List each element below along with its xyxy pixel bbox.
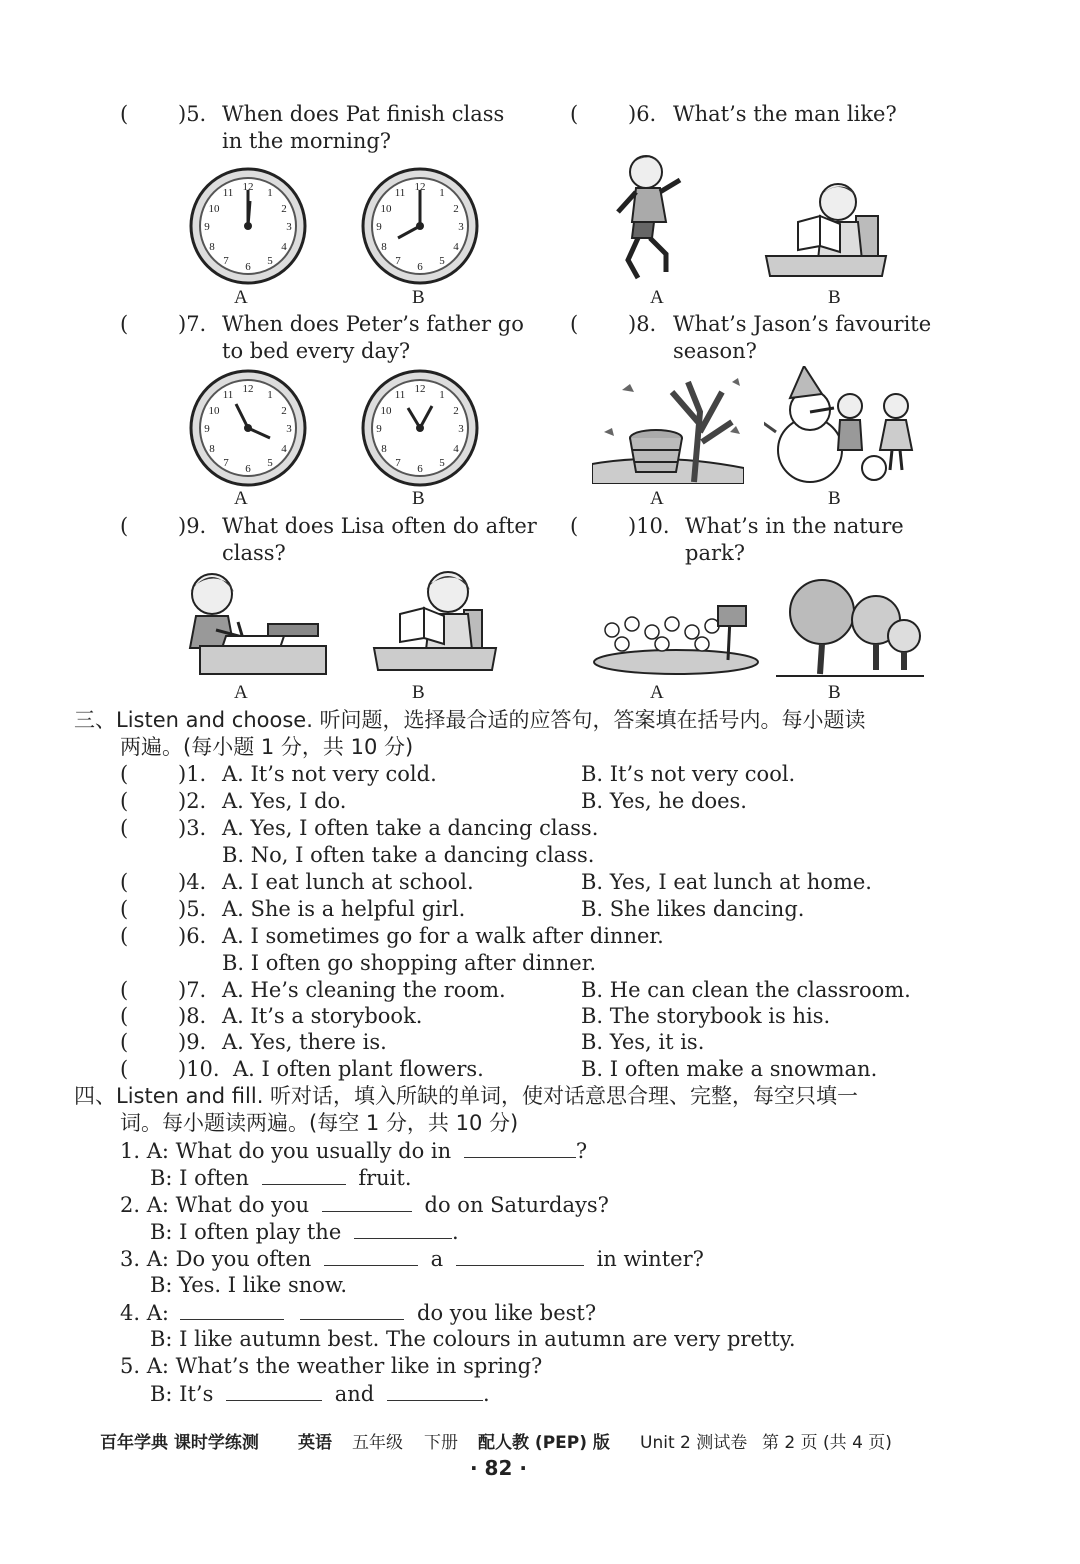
item-paren: ( <box>120 1004 129 1028</box>
svg-text:2: 2 <box>453 405 459 417</box>
item-number: )1. <box>178 762 207 786</box>
svg-text:10: 10 <box>380 203 392 215</box>
blank-input[interactable] <box>464 1137 576 1158</box>
q5-text: When does Pat finish class <box>222 102 505 126</box>
item-paren: ( <box>120 897 129 921</box>
option-a: A. It’s not very cold. <box>222 762 437 786</box>
line-end: fruit. <box>358 1166 412 1190</box>
option-b: B. No, I often take a dancing class. <box>222 843 595 867</box>
svg-text:1: 1 <box>439 389 445 401</box>
q9-text: What does Lisa often do after <box>222 514 537 538</box>
option-a: A. I sometimes go for a walk after dinner. <box>222 924 664 948</box>
q10-text-2: park? <box>685 541 745 565</box>
svg-text:9: 9 <box>376 423 382 435</box>
line-end: . <box>482 1382 490 1406</box>
line-end: do you like best? <box>417 1301 597 1325</box>
section4-heading: 四、Listen and fill. 听对话，填入所缺的单词，使对话意思合理、完整，每空只填一 <box>74 1084 859 1108</box>
item-number: )9. <box>178 1030 207 1054</box>
svg-text:5: 5 <box>439 457 445 469</box>
item-paren: ( <box>120 924 129 948</box>
svg-text:7: 7 <box>223 457 229 469</box>
q6-text: What’s the man like? <box>673 102 897 126</box>
svg-text:5: 5 <box>267 255 273 267</box>
option-b: B. I often make a snowman. <box>581 1057 878 1081</box>
option-a: A. It’s a storybook. <box>222 1004 423 1028</box>
line-end: ? <box>575 1139 588 1163</box>
snowman-picture <box>764 366 924 484</box>
item-paren: ( <box>120 1057 129 1081</box>
svg-text:12: 12 <box>414 181 426 193</box>
svg-text:10: 10 <box>380 405 392 417</box>
clock-icon-q5a <box>186 166 310 286</box>
q7-paren: ( <box>120 312 129 336</box>
item-paren: ( <box>120 789 129 813</box>
dialogue-line: B: I like autumn best. The colours in autumn are very pretty. <box>150 1327 796 1351</box>
svg-text:8: 8 <box>381 241 387 253</box>
item-number: )3. <box>178 816 207 840</box>
option-b: B. Yes, I eat lunch at home. <box>581 870 872 894</box>
svg-text:12: 12 <box>242 181 254 193</box>
blank-input[interactable] <box>180 1299 284 1320</box>
line-end: do on Saturdays? <box>424 1193 609 1217</box>
option-label-b: B <box>412 682 425 703</box>
svg-text:8: 8 <box>209 241 215 253</box>
dialogue-line <box>120 1191 609 1219</box>
q7-number: )7. <box>178 312 207 336</box>
q5-number: )5. <box>178 102 207 126</box>
dialogue-line <box>120 1137 587 1165</box>
svg-text:1: 1 <box>439 187 445 199</box>
footer-subject: 英语 <box>298 1433 332 1453</box>
q5-paren: ( <box>120 102 129 126</box>
svg-text:10: 10 <box>208 203 220 215</box>
dialogue-line <box>150 1164 412 1192</box>
svg-text:8: 8 <box>209 443 215 455</box>
q10-number: )10. <box>628 514 670 538</box>
q9-text-2: class? <box>222 541 286 565</box>
footer-brand: 百年学典 课时学练测 <box>100 1433 259 1453</box>
footer-grade: 五年级 <box>352 1433 403 1453</box>
option-label-a: A <box>234 682 248 703</box>
dialogue-line <box>120 1299 596 1327</box>
q8-text-2: season? <box>673 339 757 363</box>
svg-text:3: 3 <box>286 221 292 233</box>
svg-text:4: 4 <box>453 443 459 455</box>
blank-input[interactable] <box>322 1191 412 1212</box>
autumn-tree-picture <box>592 372 744 484</box>
svg-text:11: 11 <box>222 389 234 401</box>
svg-text:9: 9 <box>376 221 382 233</box>
footer-edition: 配人教 (PEP) 版 <box>478 1433 610 1453</box>
svg-text:11: 11 <box>394 187 406 199</box>
q7-text: When does Peter’s father go <box>222 312 524 336</box>
girl-homework-picture <box>176 566 328 678</box>
svg-text:4: 4 <box>281 241 287 253</box>
item-number: )2. <box>178 789 207 813</box>
q8-paren: ( <box>570 312 579 336</box>
line-text: B: It’s <box>150 1382 214 1406</box>
item-number: )7. <box>178 978 207 1002</box>
q5-text-2: in the morning? <box>222 129 392 153</box>
line-text: 1. A: What do you usually do in <box>120 1139 452 1163</box>
blank-input[interactable] <box>387 1380 483 1401</box>
option-a: A. I often plant flowers. <box>233 1057 484 1081</box>
section3-heading: 三、Listen and choose. 听问题，选择最合适的应答句，答案填在括号内。每小题读 <box>74 708 866 732</box>
svg-text:6: 6 <box>417 463 423 475</box>
item-paren: ( <box>120 762 129 786</box>
blank-input[interactable] <box>300 1299 404 1320</box>
svg-text:5: 5 <box>439 255 445 267</box>
option-label-b: B <box>828 682 841 703</box>
svg-text:8: 8 <box>381 443 387 455</box>
svg-text:1: 1 <box>267 187 273 199</box>
svg-text:5: 5 <box>267 457 273 469</box>
line-mid: a <box>430 1247 444 1271</box>
option-b: B. It’s not very cool. <box>581 762 796 786</box>
option-label-b: B <box>412 287 425 308</box>
option-label-a: A <box>650 682 664 703</box>
blank-input[interactable] <box>324 1245 418 1266</box>
option-label-a: A <box>650 287 664 308</box>
svg-text:11: 11 <box>222 187 234 199</box>
running-boy-picture <box>608 150 698 285</box>
section4-heading-2: 词。每小题读两遍。(每空 1 分，共 10 分) <box>120 1111 519 1135</box>
q9-paren: ( <box>120 514 129 538</box>
option-label-b: B <box>828 488 841 509</box>
line-end: . <box>451 1220 459 1244</box>
option-a: A. I eat lunch at school. <box>222 870 474 894</box>
svg-text:4: 4 <box>281 443 287 455</box>
svg-text:2: 2 <box>281 405 287 417</box>
line-mid: and <box>334 1382 375 1406</box>
svg-text:9: 9 <box>204 423 210 435</box>
girl-reading-picture <box>370 566 500 678</box>
svg-text:11: 11 <box>394 389 406 401</box>
dialogue-line <box>150 1380 490 1408</box>
svg-text:4: 4 <box>453 241 459 253</box>
svg-text:1: 1 <box>267 389 273 401</box>
q7-text-2: to bed every day? <box>222 339 411 363</box>
option-b: B. Yes, it is. <box>581 1030 705 1054</box>
dialogue-line <box>150 1218 459 1246</box>
svg-text:2: 2 <box>453 203 459 215</box>
option-a: A. He’s cleaning the room. <box>222 978 506 1002</box>
option-b: B. She likes dancing. <box>581 897 805 921</box>
dialogue-line: 5. A: What’s the weather like in spring? <box>120 1354 543 1378</box>
q9-number: )9. <box>178 514 207 538</box>
trees-picture <box>776 578 924 678</box>
q8-text: What’s Jason’s favourite <box>673 312 932 336</box>
svg-text:7: 7 <box>223 255 229 267</box>
option-a: A. Yes, I do. <box>222 789 347 813</box>
item-paren: ( <box>120 870 129 894</box>
svg-text:7: 7 <box>395 255 401 267</box>
q8-number: )8. <box>628 312 657 336</box>
svg-text:12: 12 <box>242 383 254 395</box>
dialogue-line: B: Yes. I like snow. <box>150 1273 348 1297</box>
option-b: B. The storybook is his. <box>581 1004 831 1028</box>
line-text: 4. A: <box>120 1301 169 1325</box>
reading-man-picture <box>762 176 890 280</box>
option-b: B. I often go shopping after dinner. <box>222 951 597 975</box>
section3-heading-2: 两遍。(每小题 1 分，共 10 分) <box>120 735 414 759</box>
blank-input[interactable] <box>456 1245 584 1266</box>
option-a: A. Yes, there is. <box>222 1030 387 1054</box>
item-paren: ( <box>120 978 129 1002</box>
flowers-picture <box>592 604 760 676</box>
item-paren: ( <box>120 816 129 840</box>
option-b: B. He can clean the classroom. <box>581 978 911 1002</box>
clock-icon-q7a <box>186 368 310 488</box>
option-label-b: B <box>828 287 841 308</box>
svg-text:9: 9 <box>204 221 210 233</box>
line-end: in winter? <box>596 1247 704 1271</box>
item-number: )8. <box>178 1004 207 1028</box>
svg-text:6: 6 <box>245 463 251 475</box>
clock-icon-q5b <box>358 166 482 286</box>
svg-text:10: 10 <box>208 405 220 417</box>
option-label-a: A <box>234 287 248 308</box>
blank-input[interactable] <box>226 1380 322 1401</box>
svg-text:6: 6 <box>245 261 251 273</box>
svg-text:7: 7 <box>395 457 401 469</box>
line-text: 3. A: Do you often <box>120 1247 312 1271</box>
line-text: B: I often play the <box>150 1220 342 1244</box>
svg-text:2: 2 <box>281 203 287 215</box>
q10-paren: ( <box>570 514 579 538</box>
item-number: )5. <box>178 897 207 921</box>
q6-paren: ( <box>570 102 579 126</box>
option-b: B. Yes, he does. <box>581 789 747 813</box>
option-a: A. Yes, I often take a dancing class. <box>222 816 599 840</box>
line-text: 2. A: What do you <box>120 1193 310 1217</box>
item-paren: ( <box>120 1030 129 1054</box>
footer-page-info: 第 2 页 (共 4 页) <box>762 1433 892 1453</box>
option-label-a: A <box>234 488 248 509</box>
dialogue-line <box>120 1245 704 1273</box>
item-number: )4. <box>178 870 207 894</box>
blank-input[interactable] <box>262 1164 346 1185</box>
q10-text: What’s in the nature <box>685 514 904 538</box>
svg-text:3: 3 <box>286 423 292 435</box>
svg-text:12: 12 <box>414 383 426 395</box>
svg-text:6: 6 <box>417 261 423 273</box>
footer-term: 下册 <box>424 1433 458 1453</box>
option-a: A. She is a helpful girl. <box>222 897 466 921</box>
option-label-a: A <box>650 488 664 509</box>
q6-number: )6. <box>628 102 657 126</box>
footer-unit: Unit 2 测试卷 <box>640 1433 748 1453</box>
blank-input[interactable] <box>354 1218 452 1239</box>
item-number: )6. <box>178 924 207 948</box>
item-number: )10. <box>178 1057 220 1081</box>
option-label-b: B <box>412 488 425 509</box>
page-number: · 82 · <box>470 1456 527 1480</box>
line-text: B: I often <box>150 1166 249 1190</box>
clock-icon-q7b <box>358 368 482 488</box>
svg-text:3: 3 <box>458 221 464 233</box>
svg-text:3: 3 <box>458 423 464 435</box>
